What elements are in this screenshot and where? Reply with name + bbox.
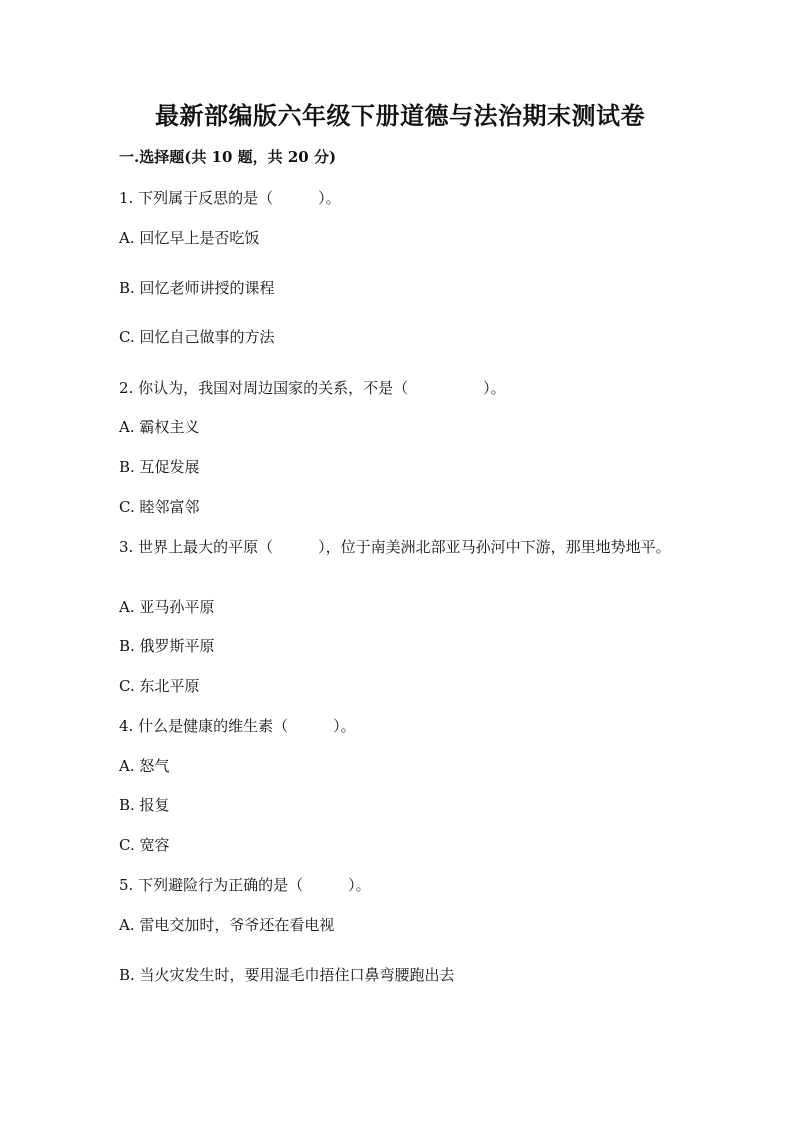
question-2-option-b: B. 互促发展 [119,458,200,476]
question-3-option-c: C. 东北平原 [119,677,200,695]
question-4-stem: 4. 什么是健康的维生素（ ）。 [119,717,356,735]
question-1-stem: 1. 下列属于反思的是（ ）。 [119,189,341,207]
question-2-option-c: C. 睦邻富邻 [119,498,200,516]
section-heading: 一.选择题(共 10 题，共 20 分) [119,148,337,166]
question-5-stem: 5. 下列避险行为正确的是（ ）。 [119,876,371,894]
question-1-option-b: B. 回忆老师讲授的课程 [119,279,275,297]
question-1-option-a: A. 回忆早上是否吃饭 [119,229,260,247]
question-2-stem: 2. 你认为，我国对周边国家的关系，不是（ ）。 [119,379,506,397]
question-3-option-b: B. 俄罗斯平原 [119,637,215,655]
question-3-option-a: A. 亚马孙平原 [119,598,215,616]
question-2-option-a: A. 霸权主义 [119,418,200,436]
question-1-option-c: C. 回忆自己做事的方法 [119,328,275,346]
question-3-stem: 3. 世界上最大的平原（ ），位于南美洲北部亚马孙河中下游，那里地势地平。 [119,538,671,556]
question-4-option-a: A. 怒气 [119,757,170,775]
question-5-option-a: A. 雷电交加时，爷爷还在看电视 [119,916,335,934]
question-4-option-b: B. 报复 [119,796,170,814]
exam-title: 最新部编版六年级下册道德与法治期末测试卷 [155,101,645,130]
question-5-option-b: B. 当火灾发生时，要用湿毛巾捂住口鼻弯腰跑出去 [119,966,455,984]
question-4-option-c: C. 宽容 [119,836,170,854]
